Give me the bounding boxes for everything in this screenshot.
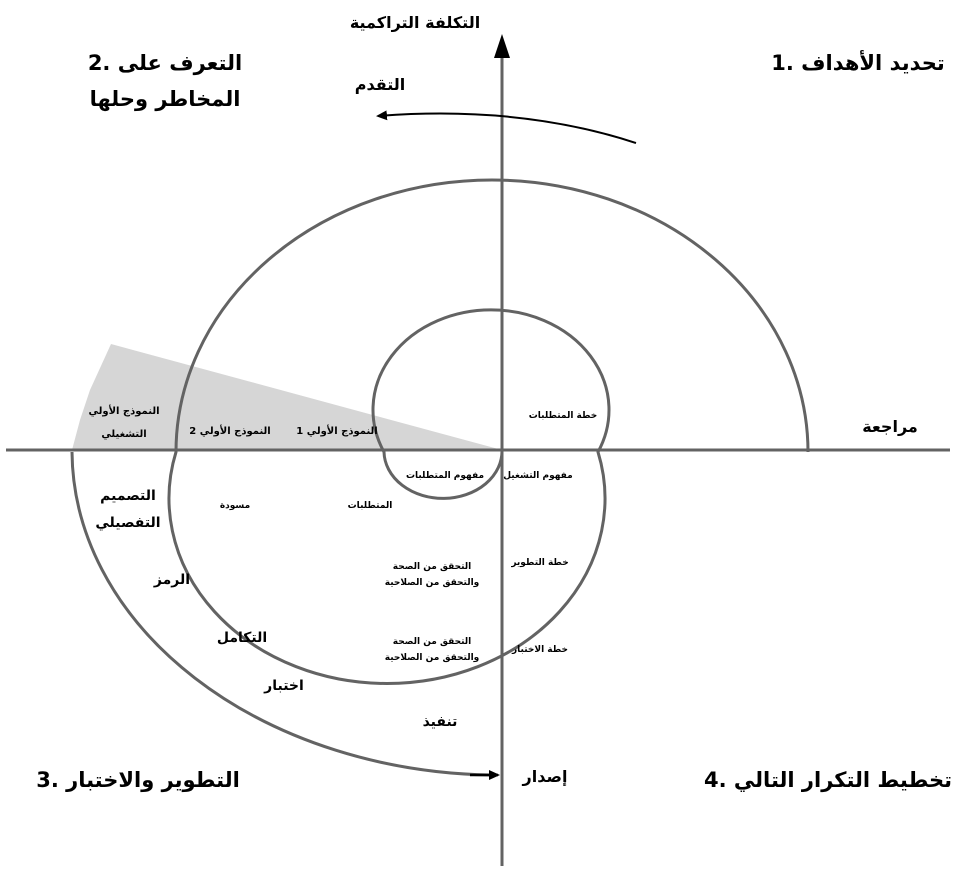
operation-concept-label: مفهوم التشغيل [503,471,573,481]
quadrant-2-title-line1: 2. التعرف على [87,51,243,75]
quadrant-2-title-line2: المخاطر وحلها [89,87,241,111]
quadrant-4-title: 4. تخطيط التكرار التالي [704,768,952,792]
code-label: الرمز [153,572,191,588]
draft-label: مسودة [219,501,251,511]
integration-label: التكامل [216,630,268,646]
operational-prototype-line1: النموذج الأولي [88,406,160,417]
vertical-axis-title: التكلفة التراكمية [349,13,481,32]
testing-label: اختبار [264,678,304,694]
progress-label: التقدم [354,75,406,94]
release-label: إصدار [522,767,568,786]
test-plan-label: خطة الاختبار [511,645,569,655]
verification-validation-2-line1: التحقق من الصحة [392,637,472,647]
vertical-axis-arrowhead [494,34,510,58]
horizontal-axis-title: مراجعة [862,417,918,436]
implementation-label: تنفيذ [422,714,458,730]
progress-arrow [378,114,636,143]
detailed-design-line2: التفصيلي [95,515,161,531]
quadrant-1-title: 1. تحديد الأهداف [771,51,945,75]
development-plan-label: خطة التطوير [511,558,569,568]
prototype-1-label: النموذج الأولي 1 [296,426,378,437]
verification-validation-1-line1: التحقق من الصحة [392,562,472,572]
requirements-plan-label: خطة المتطلبات [528,411,598,421]
quadrant-3-title: 3. التطوير والاختبار [36,768,240,792]
operational-prototype-line2: التشغيلي [101,429,147,440]
detailed-design-line1: التصميم [100,488,156,504]
prototype-2-label: النموذج الأولي 2 [189,426,271,437]
requirements-concept-label: مفهوم المتطلبات [405,471,485,481]
verification-validation-2-line2: والتحقق من الصلاحية [384,653,480,663]
verification-validation-1-line2: والتحقق من الصلاحية [384,578,480,588]
requirements-label: المتطلبات [347,501,393,511]
